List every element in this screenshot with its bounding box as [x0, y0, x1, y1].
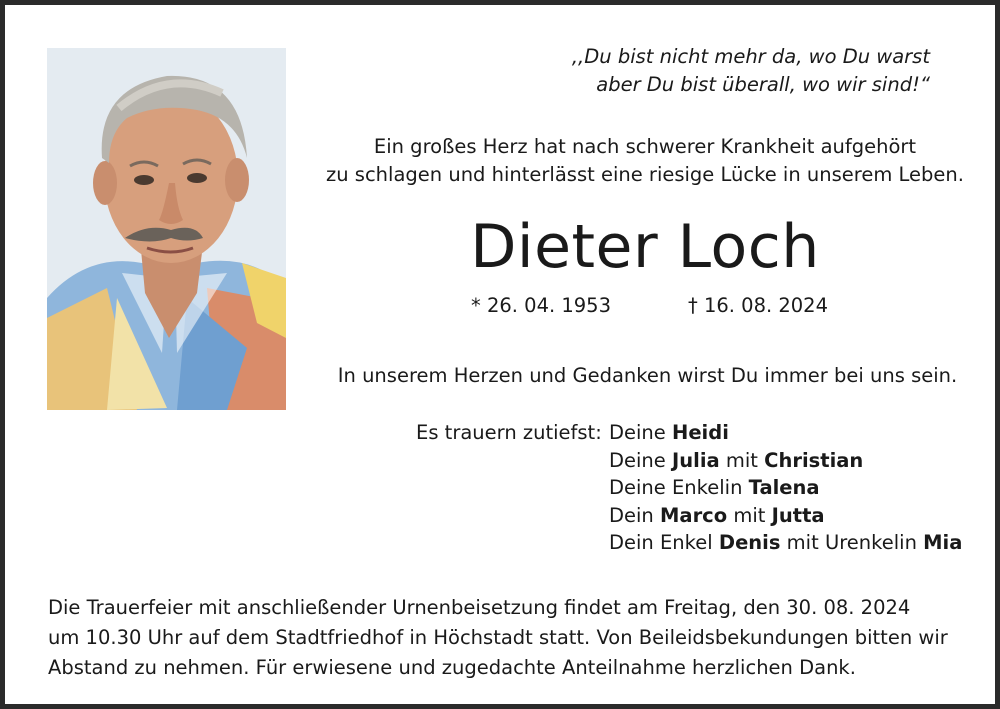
mourner-connector: mit Urenkelin [780, 531, 924, 554]
birth-date: * 26. 04. 1953 [471, 294, 611, 317]
mourner-prefix: Deine [609, 448, 672, 472]
mourner-name: Heidi [672, 421, 729, 444]
mourner-connector: mit [719, 448, 765, 472]
funeral-info-line-3: Abstand zu nehmen. Für erwiesene und zugedachte Anteilnahme herzlichen Dank. [48, 656, 856, 679]
mourner-prefix: Dein [609, 503, 660, 527]
mourners-label: Es trauern zutiefst: [416, 421, 602, 444]
mourner-line [609, 474, 962, 502]
mourner-line [609, 502, 962, 530]
funeral-info-line-1: Die Trauerfeier mit anschließender Urnenbeisetzung findet am Freitag, den 30. 08. 2024 [48, 596, 911, 619]
intro-text [305, 133, 985, 189]
mourner-name: Mia [923, 531, 963, 554]
mourner-name: Marco [660, 503, 728, 527]
funeral-info-line-2: um 10.30 Uhr auf dem Stadtfriedhof in Höchstadt statt. Von Beileidsbekundungen bitten wir [48, 626, 948, 649]
funeral-info [48, 593, 978, 683]
mourners-list [609, 419, 962, 557]
mourner-prefix: Dein Enkel [609, 531, 719, 554]
intro-line-1: Ein großes Herz hat nach schwerer Krankheit aufgehört [373, 135, 917, 158]
portrait-photo [47, 48, 286, 410]
mourner-line [609, 447, 962, 475]
mourner-name: Julia [672, 448, 720, 472]
mourner-name: Christian [764, 448, 864, 472]
deceased-name: Dieter Loch [470, 212, 820, 282]
memory-line: In unserem Herzen und Gedanken wirst Du immer bei uns sein. [337, 364, 958, 387]
mourner-prefix: Deine Enkelin [609, 476, 749, 499]
quote-line-2: aber Du bist überall, wo wir sind!“ [596, 73, 930, 96]
mourner-line [609, 529, 962, 557]
quote [425, 43, 930, 99]
intro-line-2: zu schlagen und hinterlässt eine riesige Lücke in unserem Leben. [326, 163, 964, 186]
mourner-prefix: Deine [609, 421, 672, 444]
mourner-name: Talena [748, 476, 820, 499]
mourner-name: Jutta [771, 503, 825, 527]
death-date: † 16. 08. 2024 [688, 294, 828, 317]
quote-line-1: ,,Du bist nicht mehr da, wo Du warst [571, 45, 930, 68]
mourner-connector: mit [727, 503, 772, 527]
mourner-name: Denis [718, 531, 781, 554]
mourner-line [609, 419, 962, 447]
